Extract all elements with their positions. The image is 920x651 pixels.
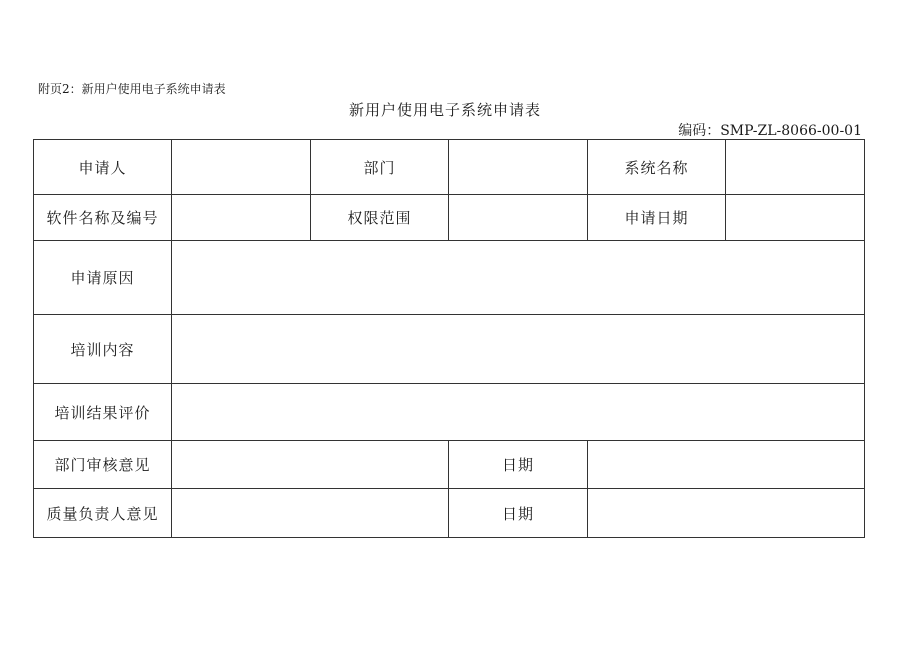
form-row-reason (34, 241, 865, 315)
department-label: 部门 (311, 140, 449, 195)
apply-date-label: 申请日期 (588, 195, 726, 241)
department-value-cell[interactable] (449, 140, 588, 195)
form-row-training-eval (34, 384, 865, 441)
reason-label: 申请原因 (34, 241, 172, 315)
software-value-cell[interactable] (172, 195, 311, 241)
appendix-label: 附页2：新用户使用电子系统申请表 (38, 82, 226, 96)
training-label: 培训内容 (34, 315, 172, 384)
qa-date-label: 日期 (449, 489, 588, 538)
software-label: 软件名称及编号 (34, 195, 172, 241)
system-name-label: 系统名称 (588, 140, 726, 195)
training-value-cell[interactable] (172, 315, 865, 384)
application-form-table (33, 139, 865, 538)
form-row-software (34, 195, 865, 241)
qa-review-label: 质量负责人意见 (34, 489, 172, 538)
form-code: 编码：SMP-ZL-8066-00-01 (678, 123, 862, 139)
form-row-applicant (34, 140, 865, 195)
form-row-qa-review (34, 489, 865, 538)
dept-date-label: 日期 (449, 441, 588, 489)
reason-value-cell[interactable] (172, 241, 865, 315)
form-row-dept-review (34, 441, 865, 489)
qa-date-value-cell[interactable] (588, 489, 865, 538)
permission-value-cell[interactable] (449, 195, 588, 241)
applicant-value-cell[interactable] (172, 140, 311, 195)
training-eval-label: 培训结果评价 (34, 384, 172, 441)
dept-review-label: 部门审核意见 (34, 441, 172, 489)
dept-date-value-cell[interactable] (588, 441, 865, 489)
permission-label: 权限范围 (311, 195, 449, 241)
system-name-value-cell[interactable] (726, 140, 865, 195)
applicant-label: 申请人 (34, 140, 172, 195)
training-eval-value-cell[interactable] (172, 384, 865, 441)
qa-review-value-cell[interactable] (172, 489, 449, 538)
dept-review-value-cell[interactable] (172, 441, 449, 489)
apply-date-value-cell[interactable] (726, 195, 865, 241)
form-title: 新用户使用电子系统申请表 (348, 101, 541, 119)
form-row-training (34, 315, 865, 384)
